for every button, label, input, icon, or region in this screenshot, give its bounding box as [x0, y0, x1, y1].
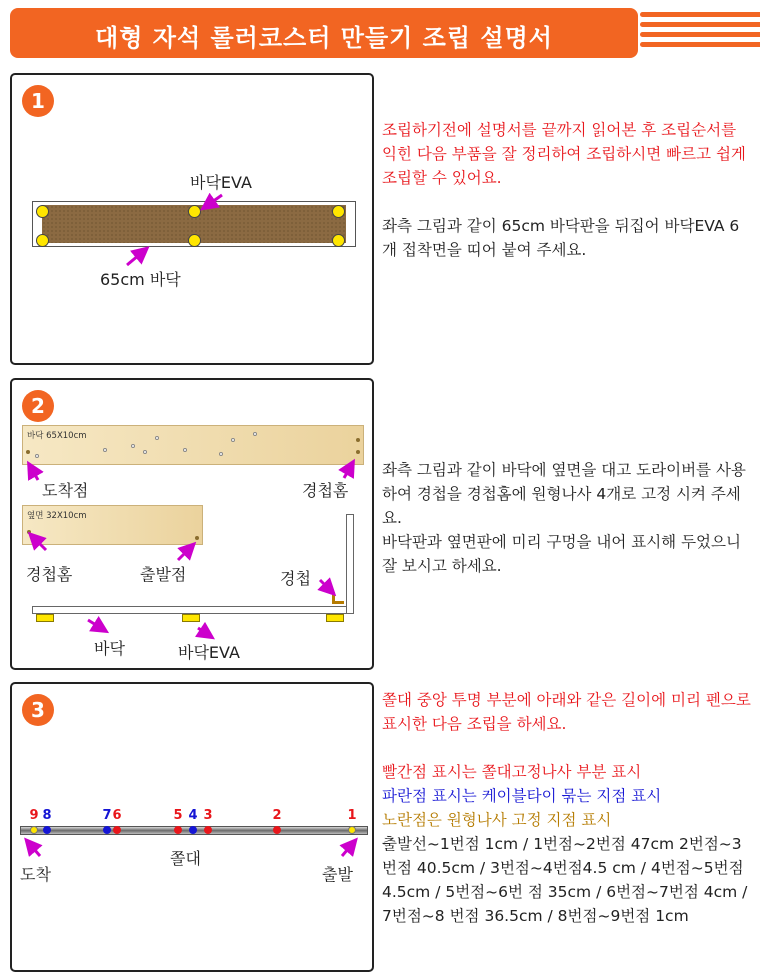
- step-2-paragraph: 바닥판과 옆면판에 미리 구멍을 내어 표시해 두었으니 잘 보시고 하세요.: [382, 533, 741, 575]
- point-number: 8: [42, 808, 52, 823]
- step-3-paragraph: 쫄대 중앙 투명 부분에 아래와 같은 길이에 미리 펜으로 표시한 다음 조립을 하세요.: [382, 691, 751, 733]
- step-3-paragraph: 빨간점 표시는 쫄대고정나사 부분 표시: [382, 763, 642, 781]
- label-hinge-groove-right: 경첩홈: [302, 481, 349, 500]
- step-1-badge: 1: [22, 85, 54, 117]
- step-2-illustration: [10, 378, 374, 670]
- step-1-paragraph: 조립하기전에 설명서를 끝까지 읽어본 후 조립순서를 익힌 다음 부품을 잘 정리하여 조립하시면 빠르고 쉽게 조립할 수 있어요.: [382, 121, 746, 187]
- step-3-paragraph: 파란점 표시는 케이블타이 묶는 지점 표시: [382, 787, 662, 805]
- point-number: 7: [102, 808, 112, 823]
- point-number: 6: [112, 808, 122, 823]
- step-3-paragraph: 노란점은 원형나사 고정 지점 표시: [382, 811, 612, 829]
- step-1-illustration: [10, 73, 374, 365]
- header-stripe: [640, 22, 760, 27]
- step-3-paragraph: 출발선~1번점 1cm / 1번점~2번점 47cm 2번점~3번점 40.5cm / 3번점~4번점4.5 cm / 4번점~5번점 4.5cm / 5번점~6번 점 35cm / 6번점~7번점 4cm / 7번점~8 번점 36.5cm / 8번점~9번점 1cm: [382, 835, 748, 925]
- step-3-text: [382, 688, 754, 928]
- label-start-point: 출발점: [140, 565, 187, 584]
- side-plank-print: 옆면 32X10cm: [27, 511, 87, 521]
- point-number: 9: [29, 808, 39, 823]
- label-eva: 바닥EVA: [178, 643, 240, 662]
- step-2-paragraph: 좌측 그림과 같이 바닥에 옆면을 대고 도라이버를 사용하여 경첩을 경첩홈에 원형나사 4개로 고정 시켜 주세요.: [382, 461, 746, 527]
- point-number: 3: [203, 808, 213, 823]
- base-plank-print: 바닥 65X10cm: [27, 431, 87, 441]
- pointer-arrows: [12, 380, 376, 672]
- step-3-illustration: [10, 682, 374, 972]
- label-hinge: 경첩: [280, 569, 311, 588]
- point-number: 5: [173, 808, 183, 823]
- label-eva: 바닥EVA: [190, 173, 252, 192]
- point-number: 4: [188, 808, 198, 823]
- point-number: 2: [272, 808, 282, 823]
- pointer-arrows: [12, 684, 376, 974]
- step-1-text: [382, 118, 754, 262]
- label-arrival-point: 도착점: [42, 481, 89, 500]
- header-stripe: [640, 32, 760, 37]
- label-start: 출발: [322, 865, 353, 884]
- label-base: 바닥: [94, 639, 125, 658]
- label-base: 65cm 바닥: [100, 270, 181, 289]
- page-title: 대형 자석 롤러코스터 만들기 조립 설명서: [95, 24, 553, 52]
- step-2-badge: 2: [22, 390, 54, 422]
- step-1-paragraph: 좌측 그림과 같이 65cm 바닥판을 뒤집어 바닥EVA 6개 접착면을 띠어 붙여 주세요.: [382, 217, 740, 259]
- pointer-arrows: [12, 75, 376, 367]
- step-3-badge: 3: [22, 694, 54, 726]
- label-arrival: 도착: [20, 865, 51, 884]
- header-banner: [10, 8, 638, 58]
- label-rail: 쫄대: [170, 849, 201, 868]
- step-2-text: [382, 458, 754, 578]
- label-hinge-groove-left: 경첩홈: [26, 565, 73, 584]
- header-stripe: [640, 42, 760, 47]
- point-number: 1: [347, 808, 357, 823]
- header-stripe: [640, 12, 760, 17]
